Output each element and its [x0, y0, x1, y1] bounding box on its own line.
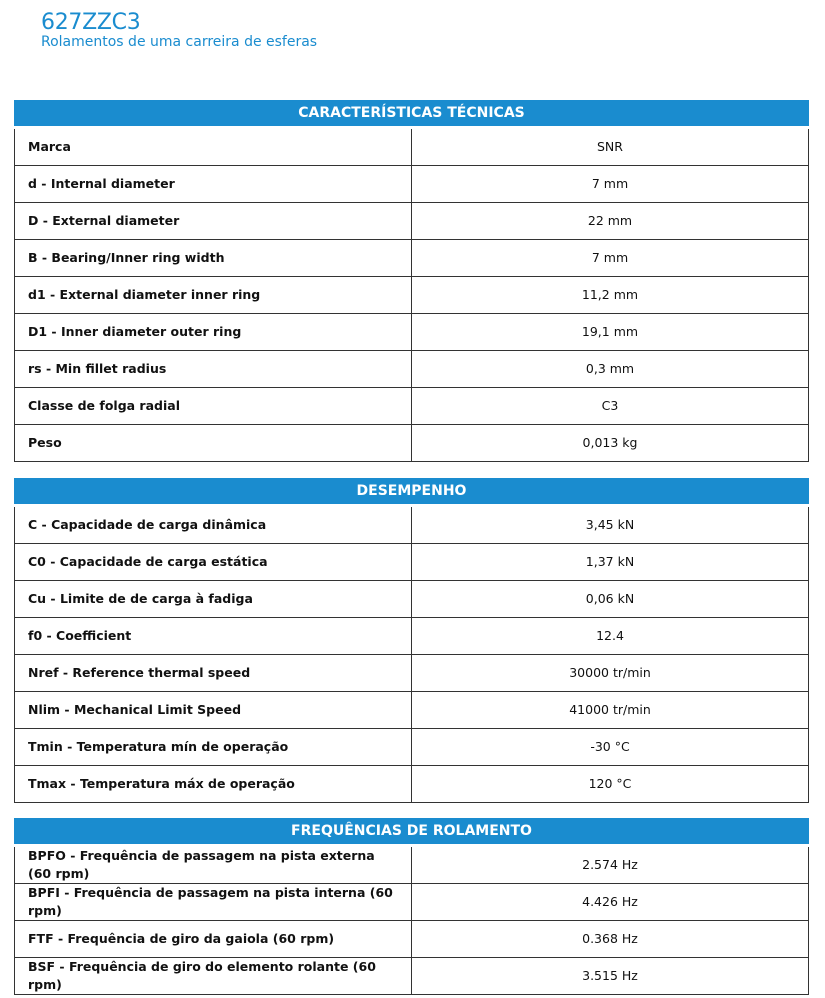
table-row: [15, 618, 809, 655]
table-row: [15, 277, 809, 314]
table-row: [15, 506, 809, 544]
spec-value: SNR: [412, 128, 809, 166]
spec-value: 0.368 Hz: [412, 921, 809, 958]
spec-label: BSF - Frequência de giro do elemento rolante (60 rpm): [15, 958, 412, 995]
product-category: Rolamentos de uma carreira de esferas: [41, 34, 318, 50]
spec-value: 0,06 kN: [412, 581, 809, 618]
spec-label: C0 - Capacidade de carga estática: [15, 544, 412, 581]
table-row: [15, 846, 809, 884]
spec-label: Tmax - Temperatura máx de operação: [15, 766, 412, 803]
spec-value: 2.574 Hz: [412, 846, 809, 884]
section-title: CARACTERÍSTICAS TÉCNICAS: [15, 100, 809, 128]
table-row: [15, 766, 809, 803]
spec-label: d1 - External diameter inner ring: [15, 277, 412, 314]
spec-label: C - Capacidade de carga dinâmica: [15, 506, 412, 544]
spec-label: Peso: [15, 425, 412, 462]
table-row: [15, 921, 809, 958]
spec-value: 4.426 Hz: [412, 884, 809, 921]
spec-label: Nref - Reference thermal speed: [15, 655, 412, 692]
performance-table: [14, 478, 809, 803]
table-row: [15, 128, 809, 166]
table-row: [15, 425, 809, 462]
spec-label: Classe de folga radial: [15, 388, 412, 425]
table-row: [15, 729, 809, 766]
spec-value: 7 mm: [412, 240, 809, 277]
table-row: [15, 655, 809, 692]
table-row: [15, 351, 809, 388]
spec-value: 3,45 kN: [412, 506, 809, 544]
table-row: [15, 692, 809, 729]
spec-value: 3.515 Hz: [412, 958, 809, 995]
technical-characteristics-table: [14, 100, 809, 462]
page-header: [41, 8, 317, 50]
spec-label: B - Bearing/Inner ring width: [15, 240, 412, 277]
spec-value: 12.4: [412, 618, 809, 655]
spec-value: 7 mm: [412, 166, 809, 203]
spec-label: BPFI - Frequência de passagem na pista interna (60 rpm): [15, 884, 412, 921]
spec-label: D - External diameter: [15, 203, 412, 240]
table-row: [15, 314, 809, 351]
spec-value: 120 °C: [412, 766, 809, 803]
table-row: [15, 203, 809, 240]
spec-label: Marca: [15, 128, 412, 166]
table-row: [15, 544, 809, 581]
spec-value: 0,3 mm: [412, 351, 809, 388]
table-row: [15, 166, 809, 203]
bearing-frequencies-table: [14, 818, 809, 995]
spec-value: -30 °C: [412, 729, 809, 766]
spec-value: 22 mm: [412, 203, 809, 240]
spec-value: 30000 tr/min: [412, 655, 809, 692]
product-code: 627ZZC3: [41, 10, 141, 35]
table-row: [15, 958, 809, 995]
spec-value: 11,2 mm: [412, 277, 809, 314]
table-row: [15, 581, 809, 618]
spec-label: FTF - Frequência de giro da gaiola (60 rpm): [15, 921, 412, 958]
table-row: [15, 884, 809, 921]
table-row: [15, 240, 809, 277]
spec-label: Cu - Limite de de carga à fadiga: [15, 581, 412, 618]
section-title: FREQUÊNCIAS DE ROLAMENTO: [15, 818, 809, 846]
spec-label: Tmin - Temperatura mín de operação: [15, 729, 412, 766]
spec-label: Nlim - Mechanical Limit Speed: [15, 692, 412, 729]
spec-value: 1,37 kN: [412, 544, 809, 581]
spec-value: C3: [412, 388, 809, 425]
spec-label: rs - Min fillet radius: [15, 351, 412, 388]
spec-label: D1 - Inner diameter outer ring: [15, 314, 412, 351]
spec-label: BPFO - Frequência de passagem na pista externa (60 rpm): [15, 846, 412, 884]
spec-value: 19,1 mm: [412, 314, 809, 351]
spec-label: d - Internal diameter: [15, 166, 412, 203]
section-title: DESEMPENHO: [15, 478, 809, 506]
spec-label: f0 - Coefficient: [15, 618, 412, 655]
table-row: [15, 388, 809, 425]
spec-value: 41000 tr/min: [412, 692, 809, 729]
spec-value: 0,013 kg: [412, 425, 809, 462]
